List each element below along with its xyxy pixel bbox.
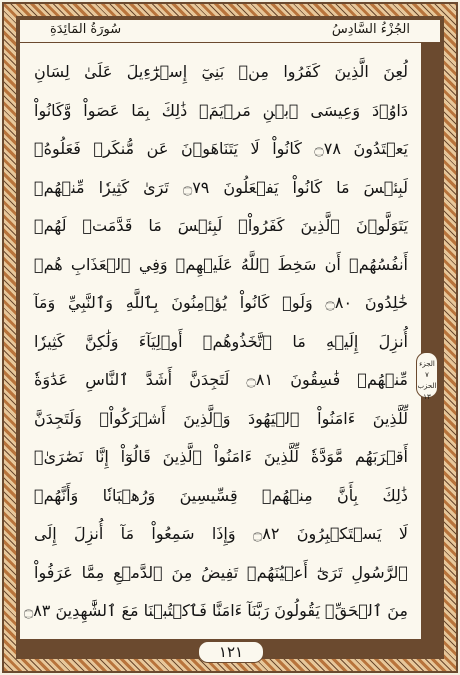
verse-line: يَعۡتَدُونَ ۝٧٨ كَانُواْ لَا يَتَنَاهَوۡنَ عَن مُّنكَرٖ فَعَلُوهُۚ — [34, 139, 409, 158]
side-marker-hizb: الحزب ١٣ — [417, 382, 437, 401]
side-marker-juz: الجزء ٧ — [419, 360, 435, 379]
verse-line: أَقۡرَبَهُم مَّوَدَّةٗ لِّلَّذِينَ ءَامَنُواْ ٱلَّذِينَ قَالُوٓاْ إِنَّا نَصَٰرَىٰۚ — [34, 447, 408, 466]
verse-line: خَٰلِدُونَ ۝٨٠ وَلَوۡ كَانُواْ يُؤۡمِنُونَ بِٱللَّهِ وَٱلنَّبِيِّ وَمَآ — [34, 293, 408, 312]
verse-line: مِّنۡهُمۡ فَٰسِقُونَ ۝٨١ لَتَجِدَنَّ أَشَدَّ ٱلنَّاسِ عَدَٰوَةٗ — [34, 370, 409, 389]
hizb-side-marker — [416, 352, 438, 401]
text-panel — [20, 43, 422, 639]
surah-label: سُورَةُ المَائِدَةِ — [50, 22, 122, 37]
verse-line: لُعِنَ الَّذِينَ كَفَرُوا مِنۢ بَنِيٓ إِسۡرَٰٓءِيلَ عَلَىٰ لِسَانِ — [34, 62, 408, 81]
verse-line: ذَٰلِكَ بِأَنَّ مِنۡهُمۡ قِسِّيسِينَ وَرُهۡبَانٗا وَأَنَّهُمۡ — [34, 485, 408, 505]
verse-line: ٱلرَّسُولِ تَرَىٰٓ أَعۡيُنَهُمۡ تَفِيضُ مِنَ ٱلدَّمۡعِ مِمَّا عَرَفُواْ — [34, 562, 408, 582]
juz-label: الجُزْءُ السَّادِسُ — [331, 22, 410, 37]
verse-lines — [23, 53, 409, 631]
verse-line: أَنفُسُهُمۡ أَن سَخِطَ ٱللَّهُ عَلَيۡهِمۡ وَفِي ٱلۡعَذَابِ هُمۡ — [34, 254, 408, 274]
verse-line: مِنَ ٱلۡحَقِّۖ يَقُولُونَ رَبَّنَآ ءَامَنَّا فَٱكۡتُبۡنَا مَعَ ٱلشَّٰهِدِينَ ۝٨٣ — [23, 601, 408, 620]
page-number: ١٢١ — [198, 641, 264, 663]
page-header — [20, 20, 440, 43]
verse-line: لَا يَسۡتَكۡبِرُونَ ۝٨٢ وَإِذَا سَمِعُواْ مَآ أُنزِلَ إِلَى — [34, 524, 408, 543]
verse-line: أُنزِلَ إِلَيۡهِ مَا ٱتَّخَذُوهُمۡ أَوۡلِيَآءَ وَلَٰكِنَّ كَثِيرٗا — [34, 331, 408, 351]
verse-line: لِّلَّذِينَ ءَامَنُواْ ٱلۡيَهُودَ وَٱلَّذِينَ أَشۡرَكُواْۖ وَلَتَجِدَنَّ — [34, 408, 408, 428]
verse-line: دَاوُۥدَ وَعِيسَى ٱبۡنِ مَرۡيَمَۚ ذَٰلِكَ بِمَا عَصَواْ وَّكَانُواْ — [34, 100, 408, 120]
verse-line: يَتَوَلَّوۡنَ ٱلَّذِينَ كَفَرُواْۚ لَبِئۡسَ مَا قَدَّمَتۡ لَهُمۡ — [34, 216, 408, 235]
page-footer — [160, 641, 300, 663]
verse-line: لَبِئۡسَ مَا كَانُواْ يَفۡعَلُونَ ۝٧٩ تَرَىٰ كَثِيرٗا مِّنۡهُمۡ — [34, 177, 409, 197]
